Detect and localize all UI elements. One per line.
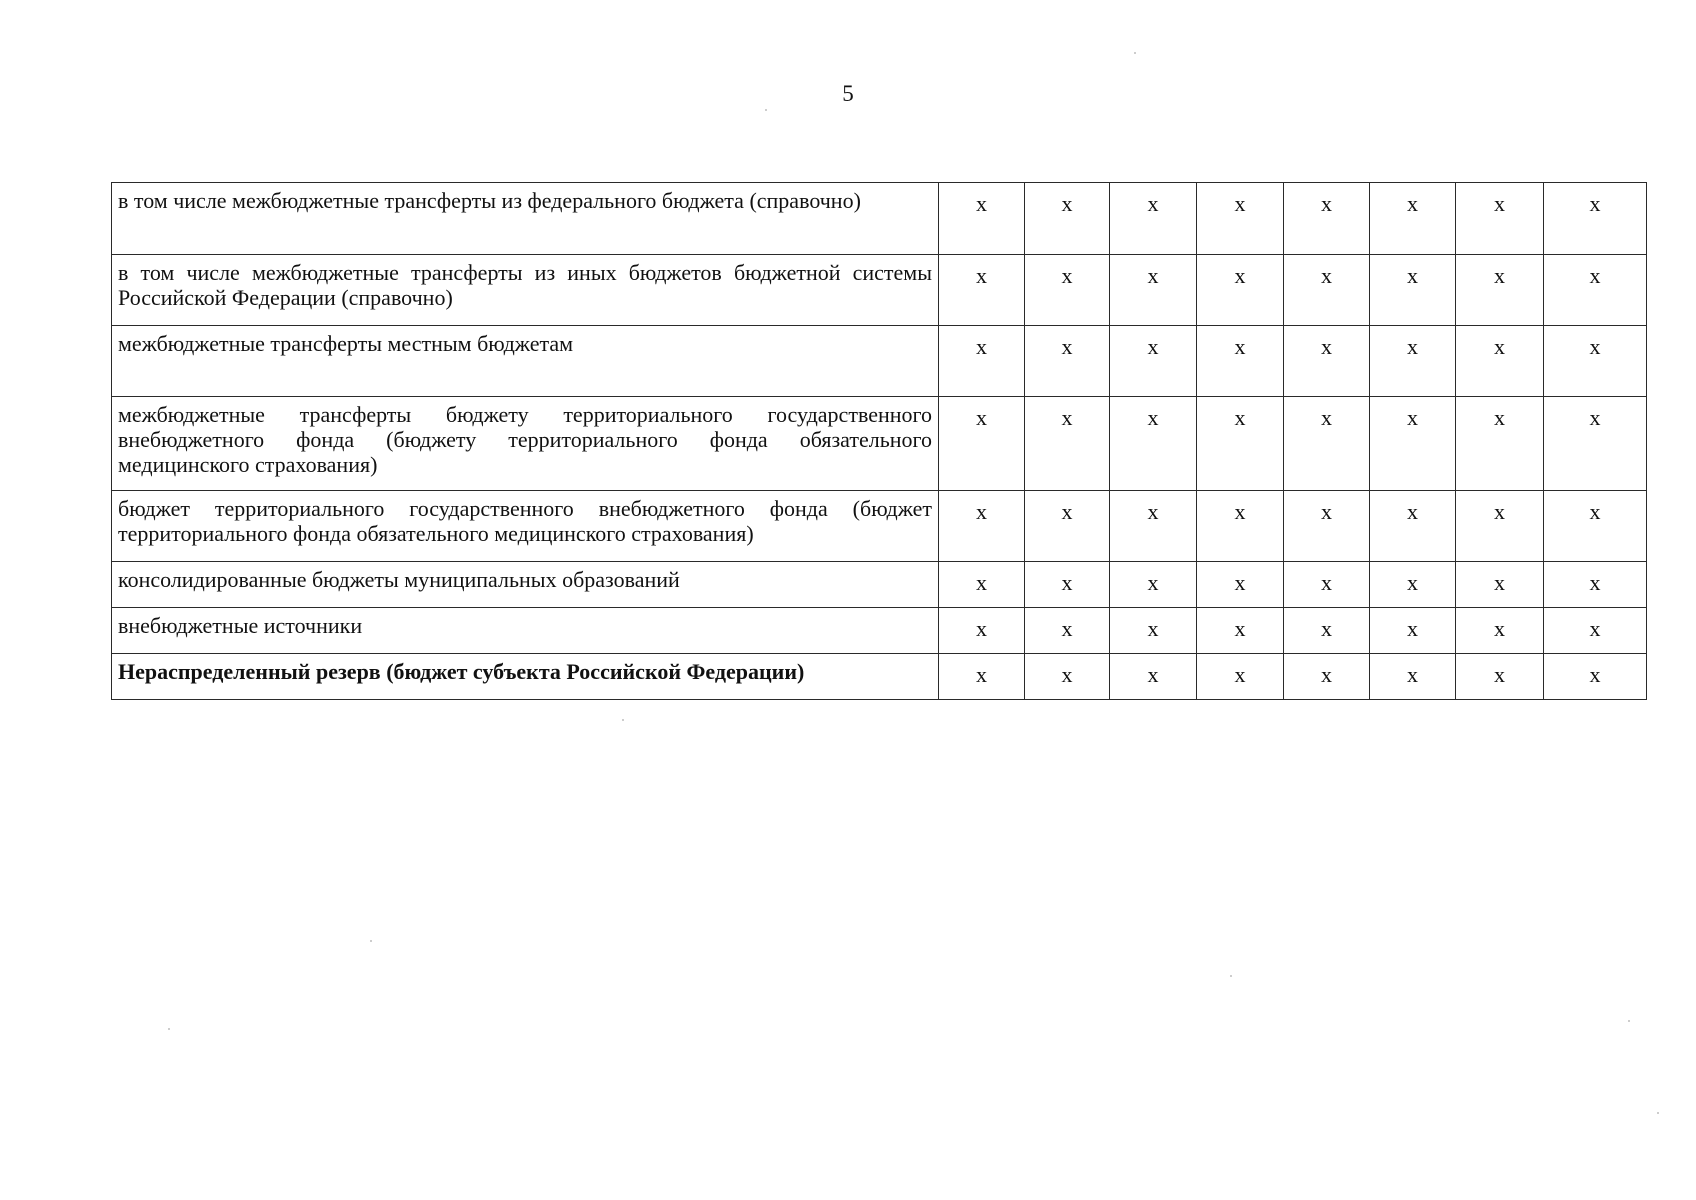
row-label: в том числе межбюджетные трансферты из иных бюджетов бюджетной системы Российской Федерации (справочно) (112, 255, 939, 326)
table-cell: х (1544, 562, 1647, 608)
table-row (112, 326, 1647, 397)
scan-speck (1628, 1020, 1630, 1022)
table-row (112, 397, 1647, 491)
table-cell: х (939, 491, 1025, 562)
table-cell: х (1197, 255, 1284, 326)
scan-speck (1230, 975, 1232, 977)
table-cell: х (1025, 491, 1110, 562)
scan-speck (1134, 52, 1136, 54)
table-cell: х (1370, 183, 1456, 255)
table-cell: х (1370, 654, 1456, 700)
row-label: межбюджетные трансферты местным бюджетам (112, 326, 939, 397)
table-cell: х (1110, 654, 1197, 700)
table-cell: х (1284, 562, 1370, 608)
table-cell: х (1197, 326, 1284, 397)
table-cell: х (1544, 183, 1647, 255)
table-cell: х (939, 608, 1025, 654)
table-cell: х (1456, 183, 1544, 255)
table-cell: х (939, 183, 1025, 255)
row-label: бюджет территориального государственного внебюджетного фонда (бюджет территориального фонда обязательного медицинского страхования) (112, 491, 939, 562)
scan-speck (1657, 1112, 1659, 1114)
table-cell: х (1110, 608, 1197, 654)
table-cell: х (1197, 654, 1284, 700)
table-row (112, 491, 1647, 562)
table-cell: х (1456, 608, 1544, 654)
page-number: 5 (842, 81, 854, 106)
table-cell: х (1456, 654, 1544, 700)
table-cell: х (939, 654, 1025, 700)
table-cell: х (1284, 397, 1370, 491)
table-cell: х (1110, 326, 1197, 397)
table-cell: х (1544, 491, 1647, 562)
table-cell: х (1110, 562, 1197, 608)
table-cell: х (1370, 562, 1456, 608)
table-cell: х (1284, 491, 1370, 562)
table-cell: х (1197, 608, 1284, 654)
table-cell: х (1025, 326, 1110, 397)
table-cell: х (1025, 397, 1110, 491)
table-cell: х (1456, 255, 1544, 326)
table-cell: х (939, 562, 1025, 608)
table-cell: х (939, 326, 1025, 397)
scan-speck (765, 109, 767, 111)
table-cell: х (1284, 608, 1370, 654)
table-cell: х (1284, 255, 1370, 326)
row-label: консолидированные бюджеты муниципальных образований (112, 562, 939, 608)
table-row (112, 654, 1647, 700)
table-row (112, 608, 1647, 654)
table-cell: х (1544, 397, 1647, 491)
table-cell: х (1544, 654, 1647, 700)
row-label: Нераспределенный резерв (бюджет субъекта Российской Федерации) (112, 654, 939, 700)
budget-table (111, 182, 1647, 700)
table-row (112, 183, 1647, 255)
row-label: внебюджетные источники (112, 608, 939, 654)
table-cell: х (1456, 397, 1544, 491)
table-cell: х (1370, 397, 1456, 491)
table-cell: х (1544, 326, 1647, 397)
table-cell: х (1025, 654, 1110, 700)
scan-speck (168, 1028, 170, 1030)
table-cell: х (1456, 326, 1544, 397)
table-cell: х (1370, 608, 1456, 654)
table-cell: х (1110, 491, 1197, 562)
table-cell: х (1284, 183, 1370, 255)
table-cell: х (1025, 562, 1110, 608)
table-cell: х (1025, 255, 1110, 326)
table-row (112, 255, 1647, 326)
table-cell: х (1110, 183, 1197, 255)
table-cell: х (1197, 397, 1284, 491)
table-cell: х (1110, 255, 1197, 326)
table-cell: х (1197, 562, 1284, 608)
table-cell: х (1370, 255, 1456, 326)
table-cell: х (1284, 654, 1370, 700)
row-label: в том числе межбюджетные трансферты из федерального бюджета (справочно) (112, 183, 939, 255)
table-cell: х (1197, 183, 1284, 255)
table-row (112, 562, 1647, 608)
table-cell: х (1284, 326, 1370, 397)
table-cell: х (1544, 608, 1647, 654)
scan-speck (622, 719, 624, 721)
scan-speck (370, 940, 372, 942)
table-cell: х (939, 397, 1025, 491)
table-cell: х (1544, 255, 1647, 326)
row-label: межбюджетные трансферты бюджету территориального государственного внебюджетного фонда (бюджету территориального фонда обязательного медицинского страхования) (112, 397, 939, 491)
table-cell: х (1456, 491, 1544, 562)
table-cell: х (939, 255, 1025, 326)
table-cell: х (1456, 562, 1544, 608)
table-cell: х (1370, 491, 1456, 562)
table-cell: х (1110, 397, 1197, 491)
table-cell: х (1370, 326, 1456, 397)
table-cell: х (1025, 608, 1110, 654)
table-cell: х (1025, 183, 1110, 255)
table-cell: х (1197, 491, 1284, 562)
